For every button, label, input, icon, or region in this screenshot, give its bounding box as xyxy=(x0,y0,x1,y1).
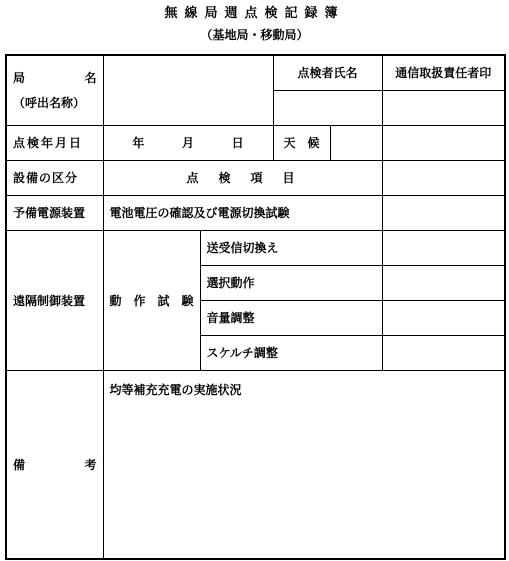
officer-seal-field[interactable] xyxy=(382,90,505,125)
inspection-date-label: 点検年月日 xyxy=(6,125,103,160)
category-row-blank[interactable] xyxy=(382,160,505,195)
weather-field[interactable] xyxy=(330,125,382,160)
inspector-name-label: 点検者氏名 xyxy=(273,55,382,90)
year-label: 年 xyxy=(132,136,145,150)
remote-item-squelch-adjust: スケルチ調整 xyxy=(200,335,382,370)
operation-test-label: 動 作 試 験 xyxy=(103,230,200,370)
remote-item-tx-rx-switch-result[interactable] xyxy=(382,230,505,265)
call-name-label: （呼出名称） xyxy=(13,96,86,111)
backup-power-result[interactable] xyxy=(382,195,505,230)
inspection-table xyxy=(5,54,506,560)
inspector-name-field[interactable] xyxy=(273,90,382,125)
month-label: 月 xyxy=(181,136,194,150)
inspection-date-field[interactable] xyxy=(103,125,273,160)
equipment-category-label: 設備の区分 xyxy=(6,160,103,195)
page-subtitle: （基地局・移動局） xyxy=(200,28,309,42)
backup-power-label: 予備電源装置 xyxy=(6,195,103,230)
remote-item-selective-operation-result[interactable] xyxy=(382,265,505,300)
remarks-label: 備 考 xyxy=(13,457,97,472)
remote-item-squelch-adjust-result[interactable] xyxy=(382,335,505,370)
remarks-content: 均等補充充電の実施状況 xyxy=(109,382,242,397)
remote-item-volume-adjust-result[interactable] xyxy=(382,300,505,335)
remarks-label-cell xyxy=(6,370,103,559)
station-name-field[interactable] xyxy=(103,55,273,125)
inspection-items-header: 点 検 項 目 xyxy=(103,160,382,195)
officer-seal-label: 通信取扱責任者印 xyxy=(382,55,505,90)
station-name-label: 局 名 xyxy=(13,71,97,86)
page-title: 無線局週点検記録簿 xyxy=(164,6,345,21)
remote-control-label: 遠隔制御装置 xyxy=(6,230,103,370)
remote-item-selective-operation: 選択動作 xyxy=(200,265,382,300)
remarks-field[interactable] xyxy=(103,370,505,559)
weather-label: 天 候 xyxy=(273,125,330,160)
station-name-label-cell xyxy=(6,55,103,125)
date-row-blank[interactable] xyxy=(382,125,505,160)
day-label: 日 xyxy=(231,136,244,150)
backup-power-item: 電池電圧の確認及び電源切換試験 xyxy=(103,195,382,230)
remote-item-volume-adjust: 音量調整 xyxy=(200,300,382,335)
remote-item-tx-rx-switch: 送受信切換え xyxy=(200,230,382,265)
